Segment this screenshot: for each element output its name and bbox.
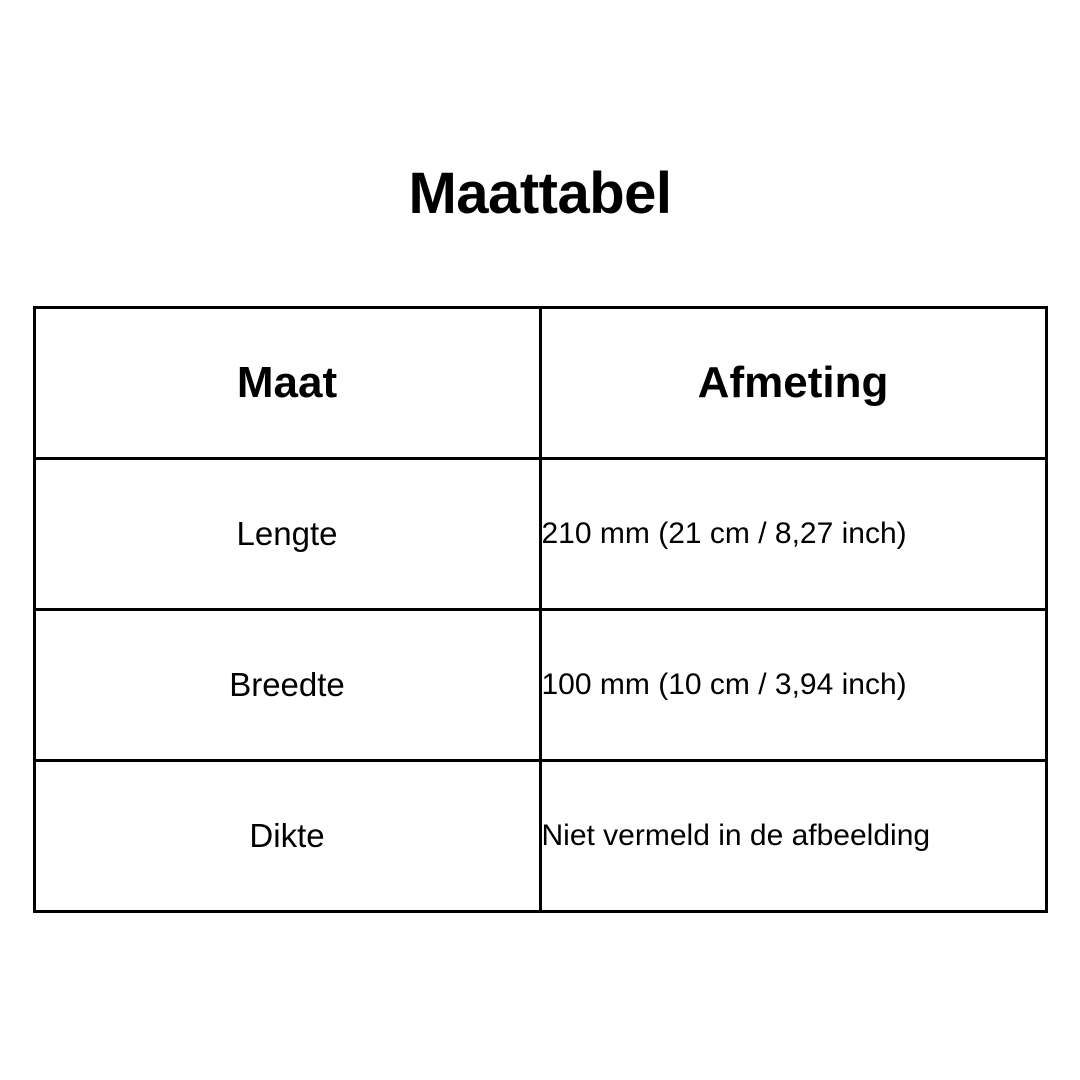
row-label-lengte: Lengte — [34, 458, 540, 609]
row-label-breedte: Breedte — [34, 609, 540, 760]
table-header-maat: Maat — [34, 307, 540, 458]
table-row — [34, 458, 1046, 609]
row-value-breedte: 100 mm (10 cm / 3,94 inch) — [540, 609, 1046, 760]
table-row — [34, 760, 1046, 911]
table-row — [34, 609, 1046, 760]
row-value-dikte: Niet vermeld in de afbeelding — [540, 760, 1046, 911]
page-title: Maattabel — [408, 161, 672, 226]
table-header-afmeting: Afmeting — [540, 307, 1046, 458]
row-value-lengte: 210 mm (21 cm / 8,27 inch) — [540, 458, 1046, 609]
size-table-container — [34, 306, 1046, 913]
row-label-dikte: Dikte — [34, 760, 540, 911]
table-header-row — [34, 307, 1046, 458]
size-table — [33, 306, 1048, 913]
